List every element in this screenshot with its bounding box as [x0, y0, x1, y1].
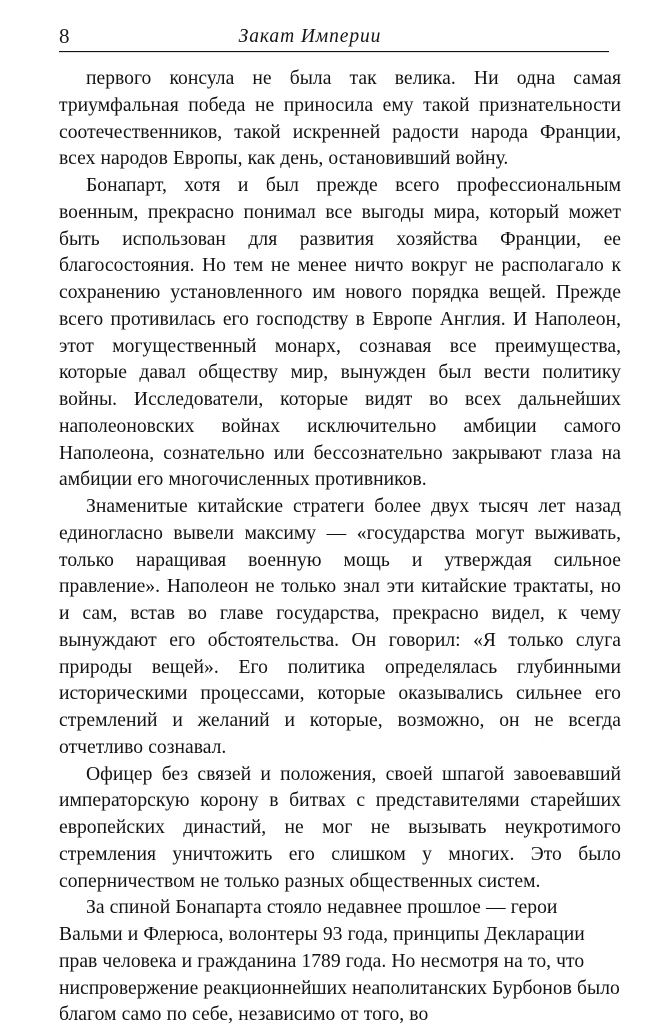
paragraph: Бонапарт, хотя и был прежде всего профессиональным военным, прекрасно понимал все выгоды мира, который может быть использован для развития хозяйства Франции, ее благосостояния. Но тем не менее ничто вокруг не располагало к сохранению установленного им нового порядка вещей. Прежде всего противилась его господству в Европе Англия. И Наполеон, этот могущественный монарх, сознавая все преимущества, которые давал обществу мир, вынужден был вести политику войны. Исследователи, которые видят во всех дальнейших наполеоновских войнах исключительно амбиции самого Наполеона, сознательно или бессознательно закрывают глаза на амбиции его многочисленных противников.: [59, 175, 621, 491]
paragraph: первого консула не была так велика. Ни одна самая триумфальная победа не приносила ему такой признательности соотечественников, такой искренней радости народа Франции, всех народов Европы, как день, остановивший войну.: [59, 68, 621, 170]
page-number: 8: [59, 24, 70, 48]
running-head-title: Закат Империи: [238, 26, 382, 47]
paragraph: Знаменитые китайские стратеги более двух тысяч лет назад единогласно вывели максиму — «государства могут выживать, только наращивая военную мощь и утверждая сильное правление». Наполеон не только знал эти китайские трактаты, но и сам, встав во главе государства, прекрасно видел, к чему вынуждают его обстоятельства. Он говорил: «Я только слуга природы вещей». Его политика определялась глубинными историческими процессами, которые оказывались сильнее его стремлений и желаний и которые, возможно, он не всегда отчетливо сознавал.: [59, 496, 621, 758]
paragraph: Офицер без связей и положения, своей шпагой завоевавший императорскую корону в битвах с представителями старейших европейских династий, не мог не вызывать неукротимого стремления уничтожить его слишком у многих. Это было соперничеством не только разных общественных систем.: [59, 763, 621, 892]
body-text-block: [59, 66, 621, 1029]
paragraph: За спиной Бонапарта стояло недавнее прошлое — герои Вальми и Флерюса, волонтеры 93 года, принципы Декларации прав человека и гражданина 1789 года. Но несмотря на то, что ниспровержение реакционнейших неаполитанских Бурбонов было благом само по себе, независимо от того, во: [59, 897, 620, 1026]
running-head: [59, 22, 609, 52]
header-divider-rule: [59, 51, 609, 52]
